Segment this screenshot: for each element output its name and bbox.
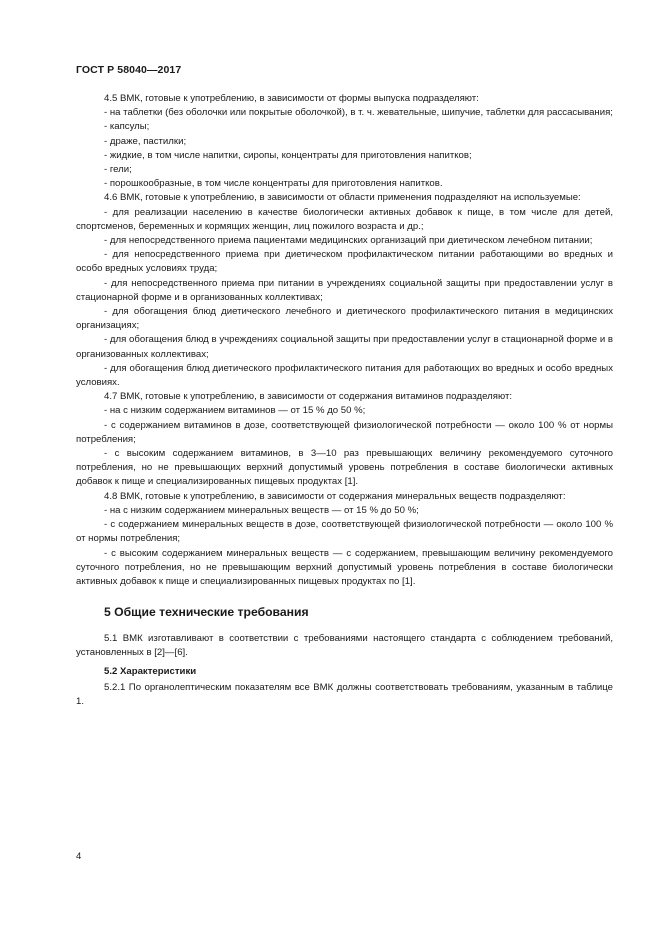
paragraph: 5.1 ВМК изготавливают в соответствии с требованиями настоящего стандарта с соблюдением требований, установленных в [2]—[6].: [76, 633, 613, 659]
list-item: - на с низким содержанием витаминов — от 15 % до 50 %;: [104, 405, 366, 417]
list-item: - для непосредственного приема при диетическом профилактическом питании работающими во вредных и особо вредных условиях труда;: [76, 249, 613, 275]
list-item: - порошкообразные, в том числе концентраты для приготовления напитков.: [104, 178, 443, 190]
paragraph: 4.8 ВМК, готовые к употреблению, в зависимости от содержания минеральных веществ подразделяют:: [104, 490, 566, 502]
standard-code: ГОСТ Р 58040—2017: [76, 64, 182, 76]
document-body: [76, 92, 613, 709]
list-item: - с высоким содержанием витаминов, в 3—10 раз превышающих величину рекомендуемого суточного потребления, но не превышающих верхний допустимый уровень потребления в составе биологически активных добавок к пище и специализированных пищевых продуктах [1].: [76, 448, 613, 488]
list-item: - для обогащения блюд в учреждениях социальной защиты при предоставлении услуг в стационарной форме и в организованных коллективах;: [76, 334, 613, 360]
list-item: - капсулы;: [104, 121, 150, 133]
list-item: - для реализации населению в качестве биологически активных добавок к пище, в том числе для детей, спортсменов, беременных и кормящих женщин, лиц пожилого возраста и др.;: [76, 206, 613, 232]
list-item: - с содержанием витаминов в дозе, соответствующей физиологической потребности — около 100 % от нормы потребления;: [76, 419, 613, 445]
section-heading: 5 Общие технические требования: [104, 605, 309, 620]
list-item: - для обогащения блюд диетического лечебного и диетического профилактического питания в медицинских организациях;: [76, 306, 613, 332]
list-item: - гели;: [104, 164, 132, 176]
list-item: - с содержанием минеральных веществ в дозе, соответствующей физиологической потребности — около 100 % от нормы потребления;: [76, 519, 613, 545]
list-item: - драже, пастилки;: [104, 135, 187, 147]
list-item: - с высоким содержанием минеральных веществ — с содержанием, превышающим величину рекомендуемого суточного потребления, но не превышающим верхний допустимый уровень потребления в составе биологически активных добавок к пище и специализированных пищевых продуктах по [1].: [76, 547, 613, 587]
list-item: - для непосредственного приема пациентами медицинских организаций при диетическом лечебном питании;: [104, 235, 593, 247]
list-item: - на с низким содержанием минеральных веществ — от 15 % до 50 %;: [104, 504, 419, 516]
list-item: - для непосредственного приема при питании в учреждениях социальной защиты при предоставлении услуг в стационарной форме и в организованных коллективах;: [76, 277, 613, 303]
paragraph: 4.5 ВМК, готовые к употреблению, в зависимости от формы выпуска подразделяют:: [104, 93, 479, 104]
subsection-heading: 5.2 Характеристики: [104, 665, 197, 677]
paragraph: 4.6 ВМК, готовые к употреблению, в зависимости от области применения подразделяют на используемые:: [104, 192, 581, 204]
paragraph: 4.7 ВМК, готовые к употреблению, в зависимости от содержания витаминов подразделяют:: [104, 391, 513, 403]
list-item: - на таблетки (без оболочки или покрытые оболочкой), в т. ч. жевательные, шипучие, таблетки для рассасывания;: [104, 107, 613, 119]
paragraph: 5.2.1 По органолептическим показателям все ВМК должны соответствовать требованиям, указанным в таблице 1.: [76, 681, 613, 707]
list-item: - жидкие, в том числе напитки, сиропы, концентраты для приготовления напитков;: [104, 149, 472, 161]
page-number: 4: [76, 851, 82, 862]
list-item: - для обогащения блюд диетического профилактического питания для работающих во вредных и особо вредных условиях.: [76, 362, 613, 389]
